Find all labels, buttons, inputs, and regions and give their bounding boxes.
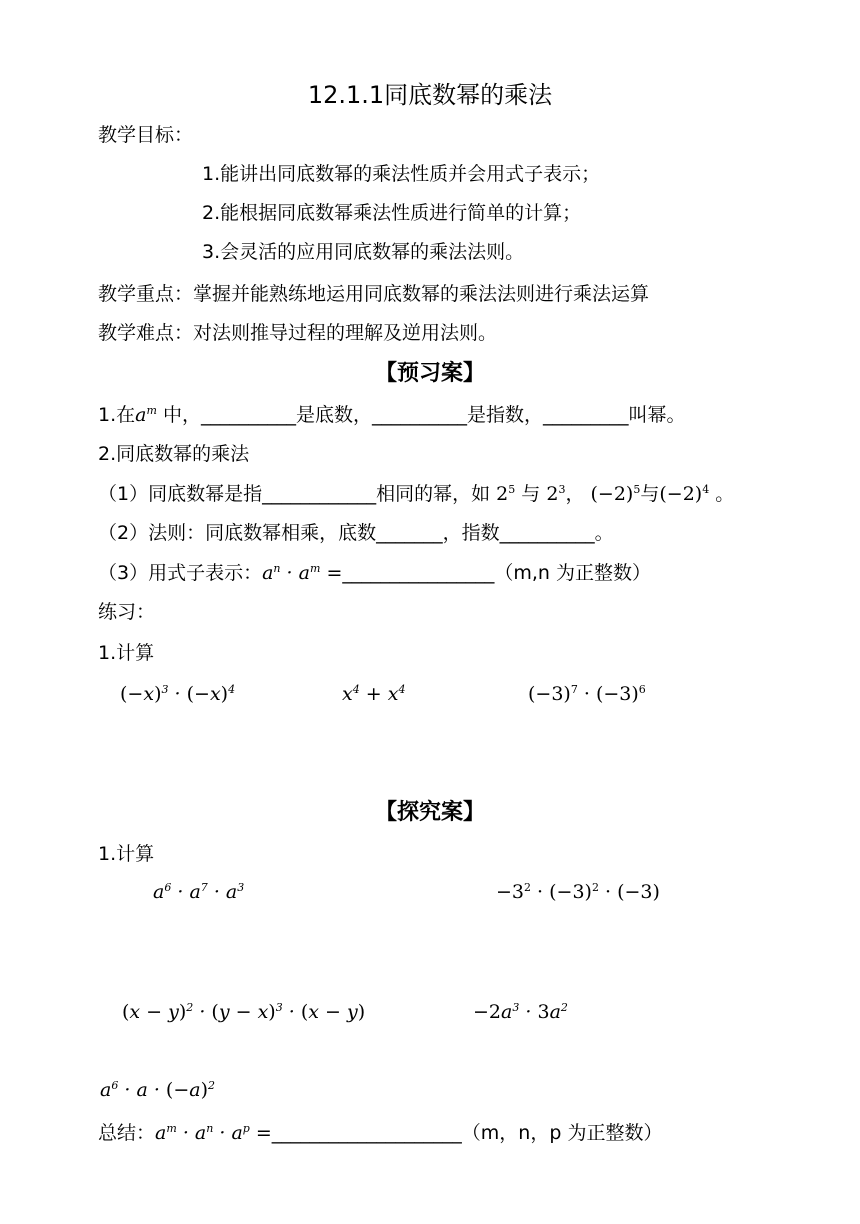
math-a-m: $a^m$ [135,404,157,426]
preview-heading: 【预习案】 [374,361,485,386]
objective-item-1: 1.能讲出同底数幂的乘法性质并会用式子表示； [202,163,601,185]
q2-1-text-5: 。 [715,483,735,505]
objectives-label: 教学目标： [98,124,194,146]
preview-question-1 [98,403,686,427]
math-am-an-ap: $a^m \cdot a^n \cdot a^p$ [155,1122,250,1144]
summary-eq: = [255,1122,272,1144]
q2-1-blank: ____________ [262,483,377,505]
key-point: 教学重点：掌握并能熟练地运用同底数幂的乘法法则进行乘法运算 [98,283,650,305]
explore-expr-1: $a^6 \cdot a^7 \cdot a^3$ [153,881,245,903]
q2-3-prefix: （3）用式子表示： [98,562,263,584]
q1-prefix: 1.在 [98,404,136,426]
preview-question-2-2 [98,521,614,545]
q1-text-3: 叫幂。 [628,404,686,426]
explore-expr-4: $-2a^3 \cdot 3a^2$ [473,1001,568,1023]
q2-3-eq: = [326,562,343,584]
preview-question-2: 2.同底数幂的乘法 [98,443,250,465]
practice-label: 练习： [98,601,156,623]
practice-expr-3: $(-3)^7 \cdot (-3)^6$ [528,683,646,705]
difficulty: 教学难点：对法则推导过程的理解及逆用法则。 [98,322,498,344]
math-neg2-5: $(-2)^5$ [590,483,641,505]
practice-expr-1: $(-x)^3 \cdot (-x)^4$ [120,683,236,705]
q1-text-1: 是底数， [295,404,372,426]
q2-1-text-1: 相同的幂，如 [376,483,491,505]
preview-question-2-1 [98,482,734,506]
q2-3-blank: ________________ [342,562,495,584]
summary-blank: ____________________ [271,1122,462,1144]
q2-1-prefix: （1）同底数幂是指 [98,483,263,505]
explore-expr-5: $a^6 \cdot a \cdot (-a)^2$ [100,1079,215,1101]
q2-2-prefix: （2）法则：同底数幂相乘，底数 [98,522,377,544]
math-2-3: $2^3$ [546,483,566,505]
page-title: 12.1.1同底数幂的乘法 [307,81,553,109]
q2-1-text-3: ， [565,483,585,505]
q2-2-blank-1: _______ [376,522,443,544]
math-neg2-4: $(-2)^4$ [659,483,710,505]
summary-label: 总结： [98,1122,156,1144]
summary-suffix: （m，n，p 为正整数） [461,1122,663,1144]
practice-expr-2: $x^4 + x^4$ [342,683,406,705]
summary-line [98,1121,662,1145]
explore-heading: 【探究案】 [374,800,485,825]
q2-2-blank-2: __________ [499,522,595,544]
q2-2-text-1: ，指数 [442,522,500,544]
q2-3-suffix: （m,n 为正整数） [494,562,652,584]
q1-blank-1: __________ [200,404,296,426]
explore-expr-3: $(x - y)^2 \cdot (y - x)^3 \cdot (x - y)$ [122,1001,366,1023]
q2-1-text-4: 与 [640,483,660,505]
q2-1-text-2: 与 [521,483,541,505]
practice-question-1: 1.计算 [98,642,155,664]
explore-expr-2: $-3^2 \cdot (-3)^2 \cdot (-3)$ [496,881,660,903]
objective-item-3: 3.会灵活的应用同底数幂的乘法法则。 [202,241,525,263]
objective-item-2: 2.能根据同底数幂乘法性质进行简单的计算； [202,202,582,224]
preview-question-2-3 [98,561,651,585]
explore-question-1: 1.计算 [98,843,155,865]
q1-blank-2: __________ [371,404,467,426]
math-an-am: $a^n \cdot a^m$ [262,562,321,584]
q1-mid: 中， [162,404,201,426]
q2-2-text-2: 。 [594,522,614,544]
q1-blank-3: _________ [543,404,629,426]
math-2-5: $2^5$ [496,483,516,505]
q1-text-2: 是指数， [466,404,543,426]
